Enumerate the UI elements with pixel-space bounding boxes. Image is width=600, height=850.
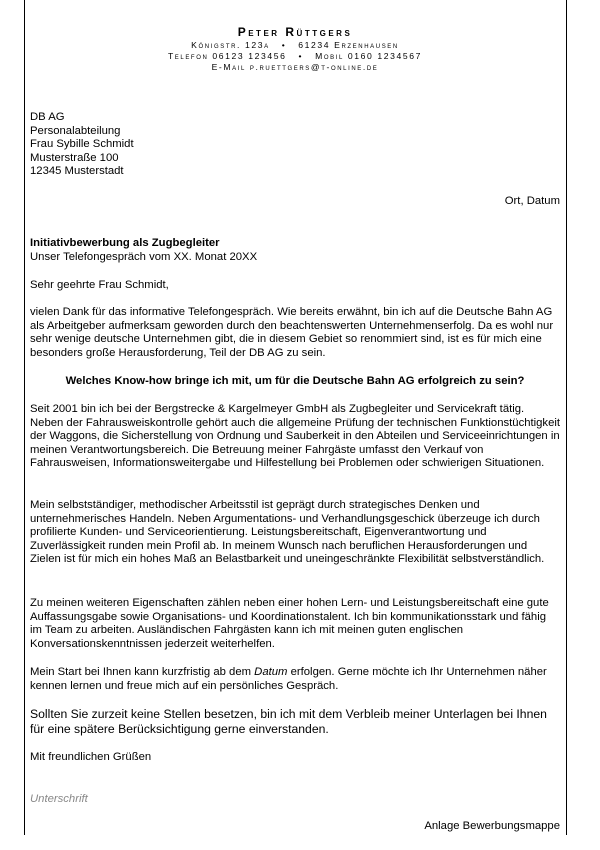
- left-margin-rule: [24, 0, 25, 835]
- paragraph-question: Welches Know-how bringe ich mit, um für die Deutsche Bahn AG erfolgreich zu sein?: [65, 375, 525, 387]
- salutation: Sehr geehrte Frau Schmidt,: [30, 279, 169, 291]
- recipient-line: Musterstraße 100: [30, 151, 119, 164]
- subject-block: [30, 237, 560, 264]
- start-text-after: erfolgen. Gerne möchte ich Ihr Unternehmen näher kennen lernen und freue mich auf ein persönliches Gespräch.: [30, 666, 547, 692]
- right-margin-rule: [566, 0, 567, 835]
- enclosure-note: Anlage Bewerbungsmappe: [424, 820, 560, 832]
- recipient-line: Frau Sybille Schmidt: [30, 138, 134, 151]
- letterhead: [24, 24, 566, 73]
- subject-reference: Unser Telefongespräch vom XX. Monat 20XX: [30, 250, 258, 263]
- closing-greeting: Mit freundlichen Grüßen: [30, 751, 152, 763]
- paragraph-skills: Mein selbstständiger, methodischer Arbeitsstil ist geprägt durch strategisches Denken und unternehmerisches Handeln. Neben Argumentations- und Verhandlungsgeschick überzeuge ich durch profilierte Kunden- und Serviceorientierung. Leistungsbereitschaft, Eigenverantwortung und Zuverlässigkeit runden mein Profil ab. In meinem Wunsch nach beruflichen Herausforderungen und Zielen ist für mich ein hohes Maß an Belastbarkeit und uneingeschränkte Flexibilität selbstverständlich.: [30, 499, 545, 566]
- recipient-address: [30, 111, 560, 179]
- sender-name: Peter Rüttgers: [237, 25, 353, 39]
- paragraph-closing-note: Sollten Sie zurzeit keine Stellen besetzen, bin ich mit dem Verbleib meiner Unterlagen bei Ihnen für eine spätere Berücksichtigung gerne einverstanden.: [30, 707, 547, 736]
- sender-phone: Telefon 06123 123456 • Mobil 0160 1234567: [167, 51, 423, 61]
- start-text-before: Mein Start bei Ihnen kann kurzfristig ab dem: [30, 666, 255, 678]
- paragraph-intro: vielen Dank für das informative Telefongespräch. Wie bereits erwähnt, bin ich auf die Deutsche Bahn AG als Arbeitgeber aufmerksam geworden durch den beachtenswerten Unternehmenserfolg. Da es wohl nur sehr wenige deutsche Unternehmen gibt, die in diesem Gebiet so renommiert sind, ist es für mich eine besonders große Herausforderung, Teil der DB AG zu sein.: [30, 306, 554, 359]
- sender-address: Königstr. 123a • 61234 Erzenhausen: [191, 40, 399, 50]
- recipient-line: DB AG: [30, 111, 65, 123]
- paragraph-traits: Zu meinen weiteren Eigenschaften zählen neben einer hohen Lern- und Leistungsbereitschaft eine gute Auffassungsgabe sowie Organisations- und Koordinationstalent. Ich bin kommunikationsstark und fähig im Team zu arbeiten. Ausländischen Fahrgästen kann ich mit meinen guten englischen Konversationskenntnissen jederzeit weiterhelfen.: [30, 597, 549, 650]
- paragraph-experience: Seit 2001 bin ich bei der Bergstrecke & Kargelmeyer GmbH als Zugbegleiter und Servicekraft tätig. Neben der Fahrausweiskontrolle gehört auch die allgemeine Prüfung der technischen Funktionstüchtigkeit der Waggons, die Sicherstellung von Ordnung und Sauberkeit in den Abteilen und Serviceeinrichtungen in meinen Verantwortungsbereich. Die Betreuung meiner Fahrgäste umfasst den Verkauf von Fahrausweisen, Informationsweitergabe und Hilfestellung bei Problemen oder schwierigen Situationen.: [30, 403, 561, 470]
- paragraph-start: [30, 666, 560, 693]
- subject-title: Initiativbewerbung als Zugbegleiter: [30, 237, 220, 249]
- start-date-placeholder: Datum: [254, 666, 288, 678]
- signature-placeholder: Unterschrift: [30, 793, 88, 805]
- recipient-line: 12345 Musterstadt: [30, 165, 124, 178]
- place-date: Ort, Datum: [504, 195, 560, 207]
- recipient-line: Personalabteilung: [30, 124, 121, 137]
- sender-email: E-Mail p.ruettgers@t-online.de: [211, 62, 379, 72]
